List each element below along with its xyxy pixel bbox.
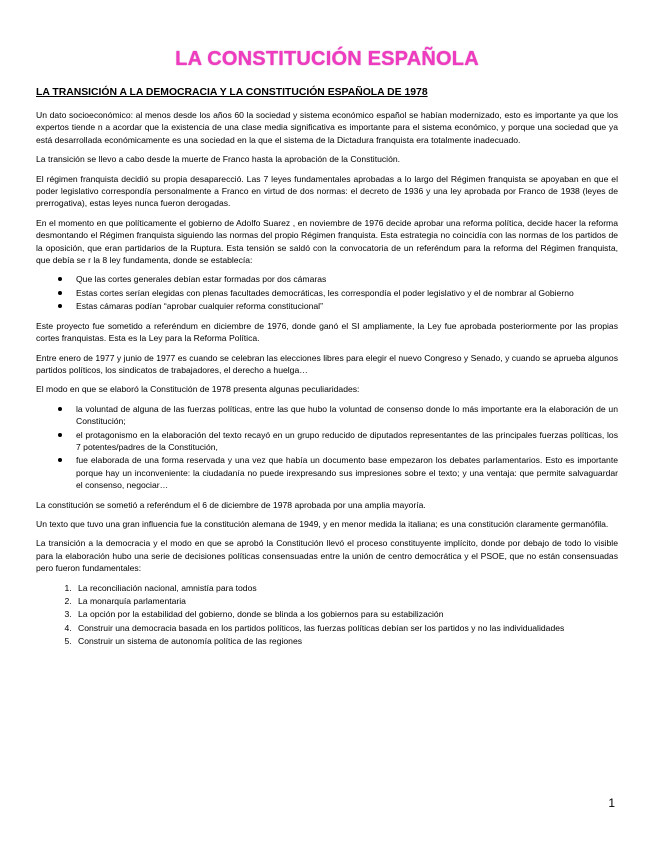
paragraph: Este proyecto fue sometido a referéndum en diciembre de 1976, donde ganó el SI ampliamente, la Ley fue aprobada posteriormente por las propias cortes franquistas. Esta es la Ley para la Reforma Política. [36, 320, 618, 344]
section-heading: LA TRANSICIÓN A LA DEMOCRACIA Y LA CONSTITUCIÓN ESPAÑOLA DE 1978 [36, 87, 428, 98]
paragraph: La transición se llevo a cabo desde la muerte de Franco hasta la aprobación de la Constitución. [36, 154, 401, 165]
paragraph: El régimen franquista decidió su propia desaparecció. Las 7 leyes fundamentales aprobadas a lo largo del Régimen franquista se apoyaban en que el poder legislativo correspondía personalmente a Franco en virtud de dos normas: el decreto de 1936 y una ley aprobada por Franco de 1938 (leyes de prerrogativa), estas leyes nunca fueron derogadas. [36, 173, 618, 209]
paragraph: La constitución se sometió a referéndum el 6 de diciembre de 1978 aprobada por una amplia mayoría. [36, 499, 426, 510]
paragraph: Un texto que tuvo una gran influencia fue la constitución alemana de 1949, y en menor medida la italiana; es una constitución claramente germanófila. [36, 518, 609, 529]
document-page [36, 44, 618, 655]
list-item: la voluntad de alguna de las fuerzas políticas, entre las que hubo la voluntad de consenso donde lo más importante era la elaboración de un Constitución; [76, 403, 618, 427]
list-item: 3. La opción por la estabilidad del gobierno, donde se blinda a los gobiernos para su estabilización [74, 608, 618, 620]
numbered-list [36, 582, 618, 648]
bullet-list [36, 273, 618, 312]
paragraph: En el momento en que políticamente el gobierno de Adolfo Suarez , en noviembre de 1976 decide aprobar una reforma política, decide hacer la reforma desmontando el Régimen franquista siguiendo las normas del propio Régimen franquista. Esta estrategia no coincidía con las normas de los partidos de la oposición, que eran partidarios de la Ruptura. Esta tensión se saldó con la convocatoria de un referéndum para la reforma del Régimen franquista, que debía se r la 8 ley fundamenta, donde se establecía: [36, 217, 618, 266]
paragraph: La transición a la democracia y el modo en que se aprobó la Constitución llevó el proceso constituyente implícito, donde por debajo de todo lo visible para la elaboración hubo una serie de decisiones políticas consensuadas entre la unión de centro democrática y el PSOE, que no están consensuadas pero fueron fundamentales: [36, 538, 618, 574]
list-item: 2. La monarquía parlamentaria [74, 595, 618, 607]
list-item: Que las cortes generales debían estar formadas por dos cámaras [74, 273, 618, 285]
list-item: Estas cortes serían elegidas con plenas facultades democráticas, les correspondía el poder legislativo y el de nombrar al Gobierno [74, 287, 618, 299]
bullet-list [36, 403, 618, 492]
page-number: 1 [608, 796, 615, 810]
paragraph: Un dato socioeconómico: al menos desde los años 60 la sociedad y sistema económico español se habían modernizado, esto es importante ya que los expertos tiende n a acordar que la existencia de una clase media significativa es importante para el sistema económico, y porque una sociedad que ya está desarrollada económicamente es una sociedad en la que el sistema de la Dictadura franquista era totalmente inadecuado. [36, 110, 618, 145]
document-title: LA CONSTITUCIÓN ESPAÑOLA [175, 48, 479, 70]
list-item: el protagonismo en la elaboración del texto recayó en un grupo reducido de diputados representantes de las principales fuerzas políticas, los 7 potentes/padres de la Constitución, [76, 429, 618, 452]
list-item: 4. Construir una democracia basada en los partidos políticos, las fuerzas políticas debían ser los partidos y no las individualidades [74, 622, 618, 634]
list-item: Estas cámaras podían “aprobar cualquier reforma constitucional” [74, 300, 618, 312]
paragraph: El modo en que se elaboró la Constitución de 1978 presenta algunas peculiaridades: [36, 384, 360, 395]
list-item: 5. Construir un sistema de autonomía política de las regiones [74, 635, 618, 647]
list-item: 1. La reconciliación nacional, amnistía para todos [74, 582, 618, 594]
paragraph: Entre enero de 1977 y junio de 1977 es cuando se celebran las elecciones libres para elegir el nuevo Congreso y Senado, y cuando se aprueba algunos partidos políticos, los sindicatos de trabajadores, el derecho a huelga… [36, 352, 618, 375]
list-item: fue elaborada de una forma reservada y una vez que había un documento base empezaron los debates parlamentarios. Esto es importante porque hay un inconveniente: la ciudadanía no puede irexpresando sus impresiones sobre el texto; y una ventaja: que permite salvaguardar el consenso, negociar… [76, 455, 618, 491]
